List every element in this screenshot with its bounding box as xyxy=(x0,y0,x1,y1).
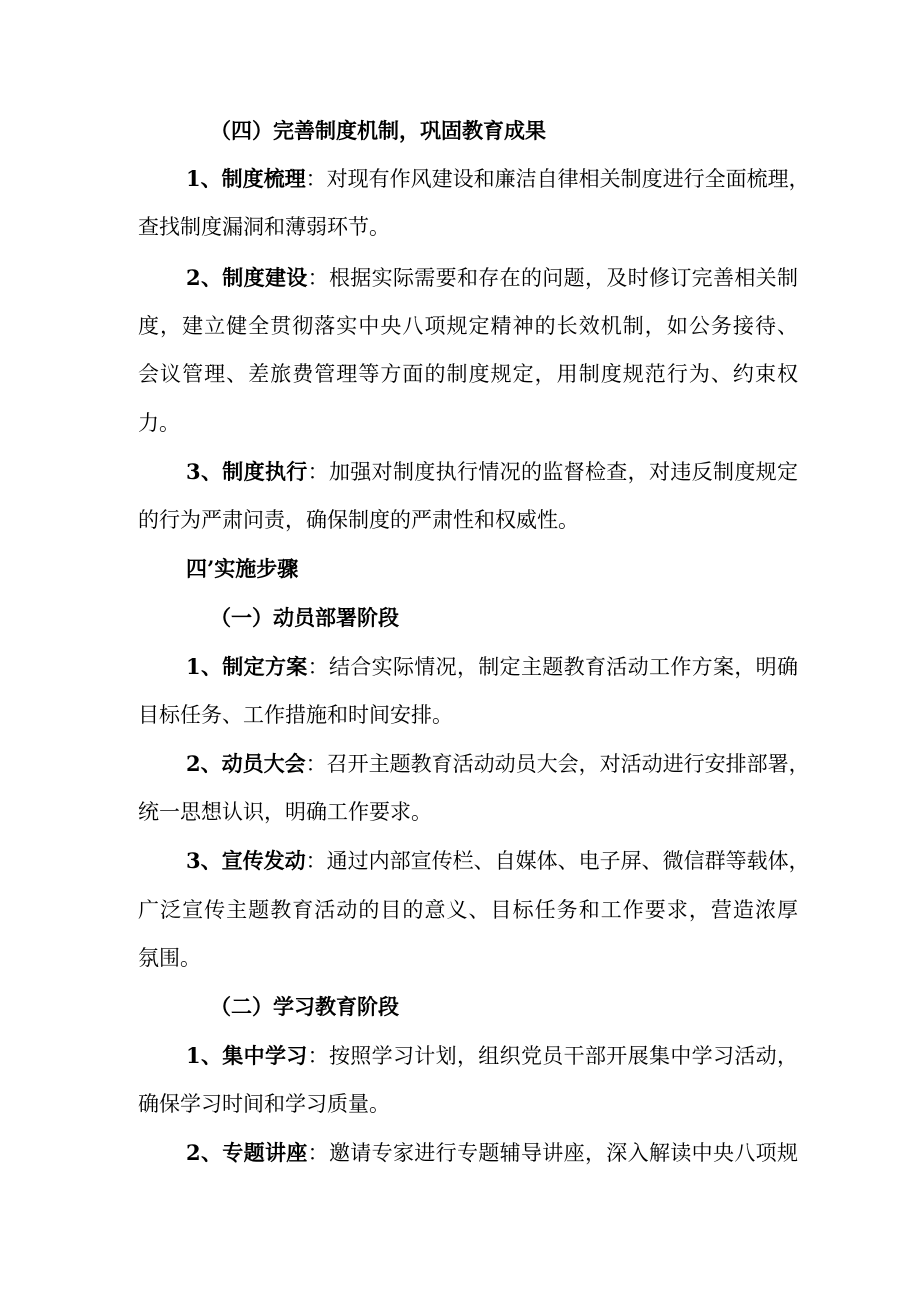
paragraph-line xyxy=(186,263,798,293)
item-label: 3、宣传发动 xyxy=(186,848,306,873)
item-text: ：结合实际情况，制定主题教育活动工作方案，明确 xyxy=(307,655,798,679)
paragraph-line xyxy=(186,846,810,876)
item-label: 3、制度执行 xyxy=(186,459,308,484)
item-text: ：邀请专家进行专题辅导讲座，深入解读中央八项规 xyxy=(307,1141,798,1165)
paragraph-line xyxy=(186,749,810,779)
paragraph-line: 查找制度漏洞和薄弱环节。 xyxy=(138,215,390,239)
item-text: ：通过内部宣传栏、自媒体、电子屏、微信群等载体， xyxy=(305,849,810,873)
paragraph-line: 统一思想认识，明确工作要求。 xyxy=(138,800,432,824)
item-label: 1、制定方案 xyxy=(186,654,308,679)
item-label: 1、集中学习 xyxy=(186,1043,308,1068)
paragraph-line xyxy=(186,1138,798,1168)
item-text: ：根据实际需要和存在的问题，及时修订完善相关制 xyxy=(307,266,798,290)
item-label: 1、制度梳理 xyxy=(186,166,306,191)
section-heading: 四’实施步骤 xyxy=(186,556,299,581)
item-label: 2、动员大会 xyxy=(186,751,306,776)
paragraph-line xyxy=(186,164,810,194)
paragraph-line: 会议管理、差旅费管理等方面的制度规定，用制度规范行为、约束权 xyxy=(138,362,798,386)
subsection-heading: （一）动员部署阶段 xyxy=(210,605,399,630)
paragraph-line: 度，建立健全贯彻落实中央八项规定精神的长效机制，如公务接待、 xyxy=(138,314,798,338)
paragraph-line xyxy=(186,457,798,487)
paragraph-line: 氛围。 xyxy=(138,946,201,970)
paragraph-line xyxy=(186,1041,798,1071)
item-text: ：召开主题教育活动动员大会，对活动进行安排部署， xyxy=(305,752,810,776)
paragraph-line xyxy=(186,652,798,682)
item-text: ：按照学习计划，组织党员干部开展集中学习活动， xyxy=(307,1044,798,1068)
paragraph-line: 广泛宣传主题教育活动的目的意义、目标任务和工作要求，营造浓厚 xyxy=(138,898,798,922)
item-label: 2、制度建设 xyxy=(186,265,308,290)
item-label: 2、专题讲座 xyxy=(186,1140,308,1165)
paragraph-line: 的行为严肃问责，确保制度的严肃性和权威性。 xyxy=(138,508,579,532)
item-text: ：对现有作风建设和廉洁自律相关制度进行全面梳理， xyxy=(305,167,810,191)
section-heading: （四）完善制度机制，巩固教育成果 xyxy=(210,118,546,143)
subsection-heading: （二）学习教育阶段 xyxy=(210,994,399,1019)
item-text: ：加强对制度执行情况的监督检查，对违反制度规定 xyxy=(307,460,798,484)
paragraph-line: 目标任务、工作措施和时间安排。 xyxy=(138,703,453,727)
paragraph-line: 确保学习时间和学习质量。 xyxy=(138,1092,390,1116)
paragraph-line: 力。 xyxy=(138,411,180,435)
